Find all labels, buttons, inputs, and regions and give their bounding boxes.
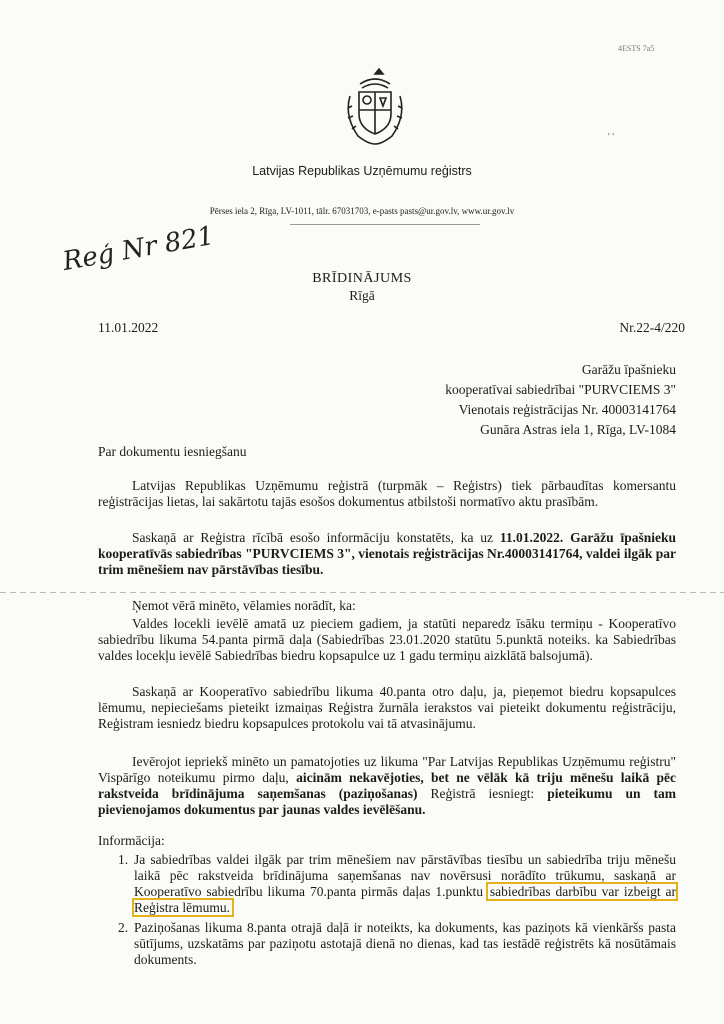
information-list	[98, 852, 676, 968]
corner-stamp: 4ESTS 7a5	[618, 44, 655, 53]
paragraph	[98, 530, 676, 578]
document-date: 11.01.2022	[98, 320, 159, 335]
paragraph	[98, 616, 676, 664]
paragraph-text: Latvijas Republikas Uzņēmumu reģistrā (turpmāk – Reģistrs) tiek pārbaudītas komersantu reģistrācijas lietas, lai sakārtotu tajās esošos dokumentus atbilstoši normatīvo aktu prasībām.	[98, 478, 676, 509]
list-item-text: Paziņošanas likuma 8.panta otrajā daļā ir noteikts, ka dokuments, kas paziņots kā vienkāršs pasta sūtījums, uzskatāms par paziņotu astotajā dienā no dienas, kad tas iestādē reģistrēts kā nosūtāmais dokuments.	[134, 920, 676, 967]
scan-ticks: ' '	[608, 132, 615, 143]
organization-name: Latvijas Republikas Uzņēmumu reģistrs	[252, 164, 472, 178]
paragraph-text: Saskaņā ar Reģistra rīcībā esošo informāciju konstatēts, ka uz	[132, 530, 500, 545]
document-number: Nr.22-4/220	[619, 320, 685, 335]
paragraph-bold-text: 11.01.2022. Garāžu īpašnieku kooperatīvās sabiedrības "PURVCIEMS 3", vienotais reģistrācijas Nr.40003141764, valdei ilgāk par trim mēnešiem nav pārstāvības tiesību.	[98, 530, 677, 577]
handwritten-registration-note: Reģ Nr 821	[60, 220, 217, 278]
recipient-line: Gunāra Astras iela 1, Rīga, LV-1084	[480, 422, 676, 437]
list-item-number: 1.	[118, 852, 129, 867]
paragraph-text: Ņemot vērā minēto, vēlamies norādīt, ka:	[132, 598, 356, 613]
recipient-line: kooperatīvai sabiedrībai "PURVCIEMS 3"	[445, 382, 676, 397]
contact-line: Pērses iela 2, Rīga, LV-1011, tālr. 67031703, e-pasts pasts@ur.gov.lv, www.ur.gov.lv	[209, 206, 515, 216]
information-heading: Informācija:	[98, 833, 165, 848]
list-item-number: 2.	[118, 920, 129, 935]
highlighted-text: sabiedrības darbību var izbeigt ar Reģistra lēmumu.	[134, 884, 676, 915]
paragraph	[98, 684, 676, 732]
coat-of-arms-icon	[338, 66, 412, 148]
paragraph-text: Reģistrā iesniegt:	[417, 786, 548, 801]
recipient-line: Garāžu īpašnieku	[581, 362, 676, 377]
list-item-text: Ja sabiedrības valdei ilgāk par trim mēnešiem nav pārstāvības tiesību un sabiedrība triju mēnešu laikā pēc rakstveida brīdinājuma saņemšanas nav novērsusi norādīto trūkumu, saskaņā ar Kooperatīvo sabiedrību likuma 70.panta pirmās daļas 1.punktu	[134, 852, 676, 899]
paragraph	[98, 478, 676, 510]
scan-artifact-line	[0, 592, 724, 593]
paragraph-bold-text: pieteikumu un tam pievienojamos dokumentus par jaunas valdes ievēlēšanu.	[98, 786, 677, 817]
paragraph	[98, 598, 676, 614]
paragraph-text: Ievērojot iepriekš minēto un pamatojoties uz likuma "Par Latvijas Republikas Uzņēmumu reģistru" Vispārīgo noteikumu pirmo daļu,	[98, 754, 676, 785]
recipient-line: Vienotais reģistrācijas Nr. 40003141764	[458, 402, 676, 417]
paragraph-text: Valdes locekli ievēlē amatā uz pieciem gadiem, ja statūti neparedz īsāku termiņu - Kooperatīvo sabiedrību likuma 54.panta pirmā daļa (Sabiedrības 23.01.2020 statūtu 5.punktā noteiks. ka Sabiedrības valdes locekļu ievēlē Sabiedrības biedru kopsapulce uz 1 gadu termiņu aizklātā balsojumā).	[98, 616, 676, 663]
header-rule	[290, 224, 480, 225]
document-title: BRĪDINĀJUMS	[312, 271, 412, 286]
paragraph-bold-text: aicinām nekavējoties, bet ne vēlāk kā triju mēnešu laikā pēc rakstveida brīdinājuma saņemšanas (paziņošanas)	[98, 770, 676, 801]
subject-line: Par dokumentu iesniegšanu	[98, 444, 247, 459]
document-city: Rīgā	[349, 288, 375, 303]
list-item	[98, 852, 676, 916]
paragraph-text: Saskaņā ar Kooperatīvo sabiedrību likuma 40.panta otro daļu, ja, pieņemot biedru kopsapulces lēmumu, nepieciešams pieteikt izmaiņas Reģistra žurnāla ierakstos vai pieteikt dokumentu reģistrāciju, Reģistram iesniedz biedru kopsapulces protokolu vai tā atvasinājumu.	[98, 684, 676, 731]
paragraph	[98, 754, 676, 818]
recipient-block	[380, 360, 676, 440]
list-item	[98, 920, 676, 968]
